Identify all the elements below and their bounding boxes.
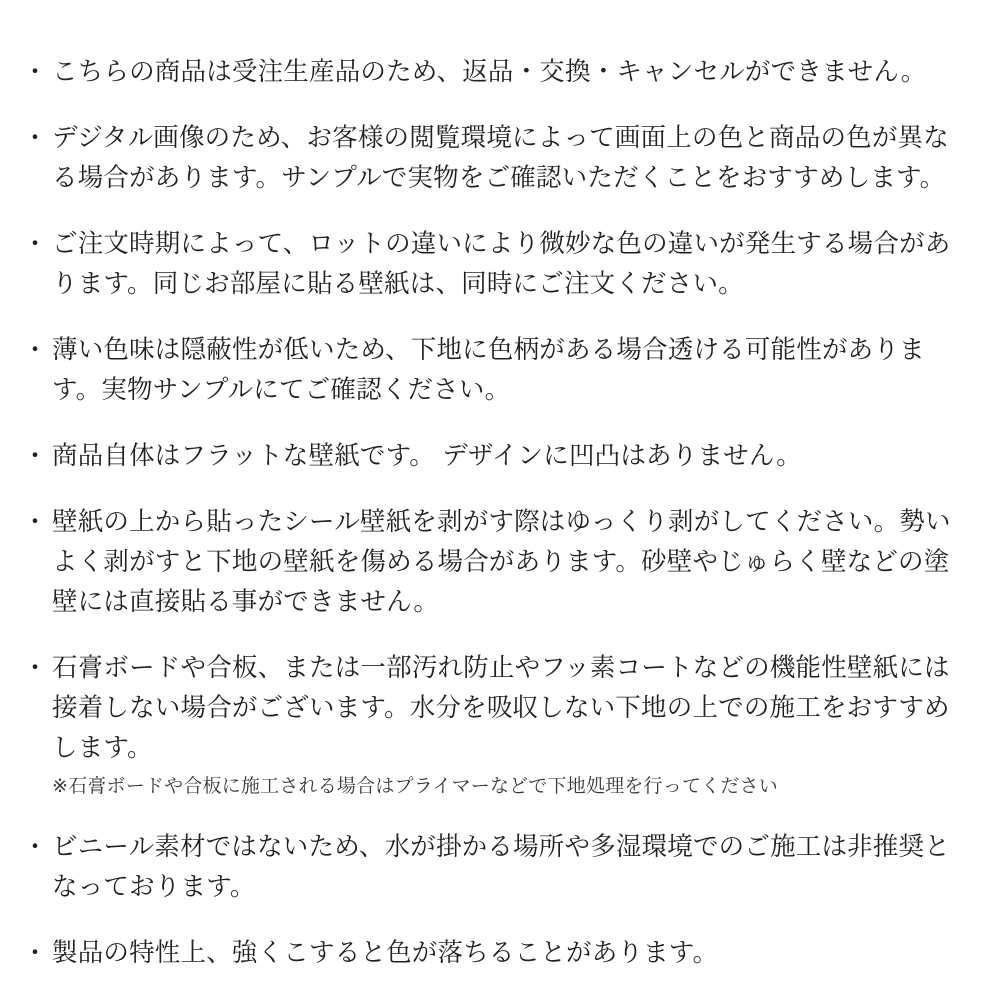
list-item-body: [52, 933, 966, 973]
list-item-text: 壁紙の上から貼ったシール壁紙を剥がす際はゆっくり剥がしてください。勢いよく剥がすと下地の壁紙を傷める場合があります。砂壁やじゅらく壁などの塗壁には直接貼る事ができません。: [52, 508, 951, 616]
bullet-icon: ・: [22, 336, 48, 364]
list-item-text: ビニール素材ではないため、水が掛かる場所や多湿環境でのご施工は非推奨となっております。: [52, 833, 950, 901]
list-item-body: [52, 52, 966, 92]
list-item: [18, 436, 966, 476]
list-item-text: ご注文時期によって、ロットの違いにより微妙な色の違いが発生する場合があります。同じお部屋に貼る壁紙は、同時にご注文ください。: [52, 230, 951, 298]
list-item-body: [52, 436, 966, 476]
list-item-body: [52, 502, 966, 622]
bullet-icon: ・: [22, 654, 48, 682]
bullet-icon: ・: [22, 58, 48, 86]
bullet-icon: ・: [22, 124, 48, 152]
list-item: [18, 827, 966, 907]
list-item-body: [52, 118, 966, 198]
list-item-body: [52, 827, 966, 907]
list-item: [18, 118, 966, 198]
list-item-body: [52, 330, 966, 410]
list-item: [18, 52, 966, 92]
bullet-icon: ・: [22, 833, 48, 861]
bullet-icon: ・: [22, 442, 48, 470]
list-item-text: 石膏ボードや合板、または一部汚れ防止やフッ素コートなどの機能性壁紙には接着しない場合がございます。水分を吸収しない下地の上での施工をおすすめします。: [52, 654, 950, 762]
list-item: [18, 933, 966, 973]
list-item-text: デジタル画像のため、お客様の閲覧環境によって画面上の色と商品の色が異なる場合があります。サンプルで実物をご確認いただくことをおすすめします。: [52, 124, 949, 192]
list-item: [18, 502, 966, 622]
list-item-text: こちらの商品は受注生産品のため、返品・交換・キャンセルができません。: [52, 58, 927, 86]
list-item: [18, 330, 966, 410]
list-item-subtext: ※石膏ボードや合板に施工される場合はプライマーなどで下地処理を行ってください: [52, 776, 778, 797]
list-item: [18, 648, 966, 803]
bullet-icon: ・: [22, 508, 48, 536]
list-item-text: 商品自体はフラットな壁紙です。 デザインに凹凸はありません。: [52, 442, 802, 470]
list-item-body: [52, 648, 966, 803]
list-item-text: 製品の特性上、強くこすると色が落ちることがあります。: [52, 939, 719, 967]
list-item-text: 薄い色味は隠蔽性が低いため、下地に色柄がある場合透ける可能性があります。実物サンプルにてご確認ください。: [52, 336, 925, 404]
list-item-body: [52, 224, 966, 304]
bullet-icon: ・: [22, 939, 48, 967]
notice-list: [18, 52, 966, 973]
bullet-icon: ・: [22, 230, 48, 258]
list-item: [18, 224, 966, 304]
